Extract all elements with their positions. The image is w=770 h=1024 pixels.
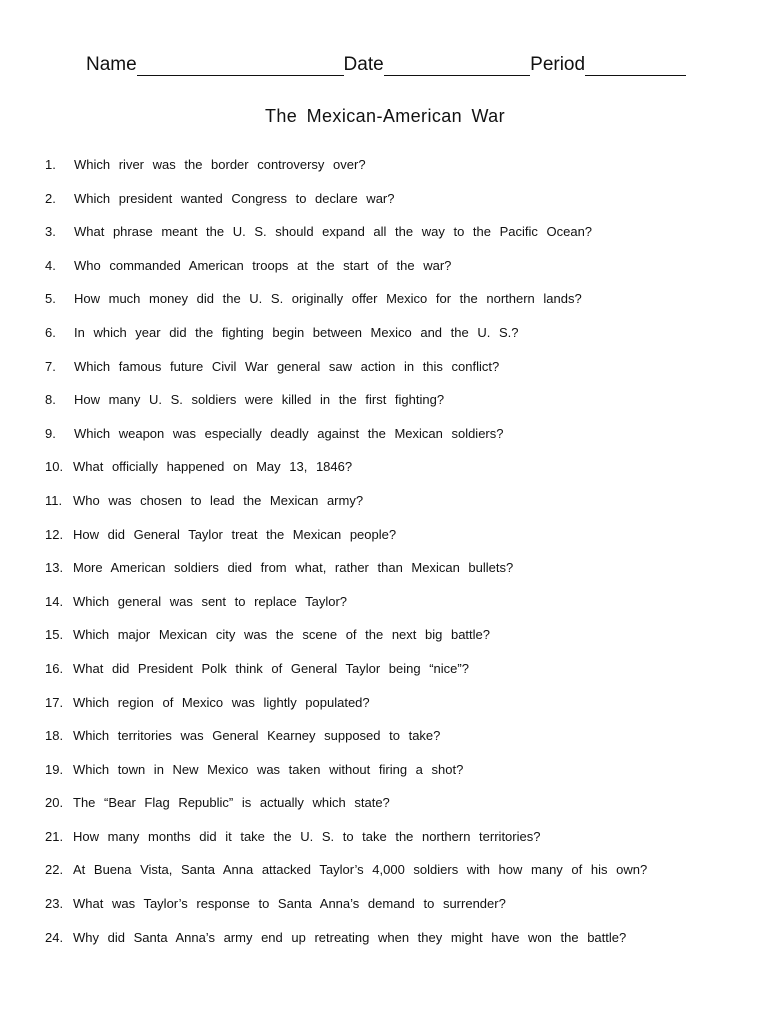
question-text: Which president wanted Congress to declare war? bbox=[74, 190, 395, 206]
question-number: 4. bbox=[45, 257, 56, 273]
question-item bbox=[45, 392, 745, 426]
question-number: 11. bbox=[45, 492, 63, 508]
question-text: How many months did it take the U. S. to take the northern territories? bbox=[73, 828, 541, 844]
question-number: 18. bbox=[45, 728, 64, 744]
question-text: Which town in New Mexico was taken without firing a shot? bbox=[73, 761, 464, 777]
question-text: In which year did the fighting begin between Mexico and the U. S.? bbox=[74, 324, 519, 340]
question-text: Which weapon was especially deadly against the Mexican soldiers? bbox=[74, 425, 504, 441]
question-text: More American soldiers died from what, rather than Mexican bullets? bbox=[73, 560, 514, 576]
question-number: 2. bbox=[45, 190, 56, 206]
question-text: Which territories was General Kearney supposed to take? bbox=[73, 728, 441, 744]
question-text: The “Bear Flag Republic” is actually which state? bbox=[73, 795, 390, 811]
question-text: How did General Taylor treat the Mexican people? bbox=[73, 526, 397, 542]
name-label: Name bbox=[86, 54, 137, 75]
question-text: What did President Polk think of General Taylor being “nice”? bbox=[73, 660, 469, 676]
question-item bbox=[45, 359, 745, 393]
question-number: 16. bbox=[45, 660, 64, 676]
question-item bbox=[45, 224, 745, 258]
question-item bbox=[45, 661, 745, 695]
question-text: How many U. S. soldiers were killed in the first fighting? bbox=[74, 392, 445, 408]
question-text: What phrase meant the U. S. should expand all the way to the Pacific Ocean? bbox=[74, 224, 593, 240]
question-text: Why did Santa Anna’s army end up retreating when they might have won the battle? bbox=[73, 929, 627, 945]
question-text: Who commanded American troops at the start of the war? bbox=[74, 257, 452, 273]
question-item bbox=[45, 291, 745, 325]
question-item bbox=[45, 560, 745, 594]
question-text: Which major Mexican city was the scene of the next big battle? bbox=[73, 627, 491, 643]
question-number: 23. bbox=[45, 896, 64, 912]
question-item bbox=[45, 627, 745, 661]
question-number: 20. bbox=[45, 795, 64, 811]
question-number: 10. bbox=[45, 459, 64, 475]
question-number: 13. bbox=[45, 560, 64, 576]
period-label: Period bbox=[530, 54, 586, 75]
question-number: 8. bbox=[45, 392, 56, 408]
question-number: 24. bbox=[45, 929, 64, 945]
question-number: 22. bbox=[45, 862, 64, 878]
worksheet-title: The Mexican-American War bbox=[265, 106, 505, 126]
question-text: What officially happened on May 13, 1846? bbox=[73, 459, 353, 475]
question-number: 5. bbox=[45, 291, 56, 307]
question-item bbox=[45, 829, 745, 863]
question-text: Which general was sent to replace Taylor? bbox=[73, 593, 347, 609]
question-text: How much money did the U. S. originally offer Mexico for the northern lands? bbox=[74, 291, 582, 307]
question-item bbox=[45, 728, 745, 762]
question-number: 14. bbox=[45, 593, 64, 609]
question-text: Which region of Mexico was lightly populated? bbox=[73, 694, 370, 710]
student-info-header bbox=[86, 54, 686, 76]
name-blank-line bbox=[137, 57, 344, 76]
question-item bbox=[45, 459, 745, 493]
question-list bbox=[45, 157, 745, 963]
question-number: 17. bbox=[45, 694, 64, 710]
question-number: 1. bbox=[45, 157, 56, 172]
question-text: At Buena Vista, Santa Anna attacked Taylor’s 4,000 soldiers with how many of his own? bbox=[73, 862, 648, 878]
question-item bbox=[45, 594, 745, 628]
date-blank-line bbox=[384, 57, 530, 76]
question-item bbox=[45, 762, 745, 796]
question-text: What was Taylor’s response to Santa Anna’s demand to surrender? bbox=[73, 896, 506, 912]
question-number: 21. bbox=[45, 828, 64, 844]
date-label: Date bbox=[343, 54, 384, 75]
question-item bbox=[45, 493, 745, 527]
question-item bbox=[45, 930, 745, 964]
question-text: Which famous future Civil War general saw action in this conflict? bbox=[74, 358, 500, 374]
question-item bbox=[45, 325, 745, 359]
question-number: 19. bbox=[45, 761, 64, 777]
question-item bbox=[45, 258, 745, 292]
question-item bbox=[45, 862, 745, 896]
question-number: 15. bbox=[45, 627, 64, 643]
question-number: 12. bbox=[45, 526, 64, 542]
question-number: 9. bbox=[45, 425, 56, 441]
question-text: Who was chosen to lead the Mexican army? bbox=[73, 492, 364, 508]
question-item bbox=[45, 695, 745, 729]
question-item bbox=[45, 191, 745, 225]
question-text: Which river was the border controversy over? bbox=[74, 157, 366, 172]
question-number: 3. bbox=[45, 224, 56, 240]
question-item bbox=[45, 527, 745, 561]
question-item bbox=[45, 157, 745, 191]
question-item bbox=[45, 426, 745, 460]
question-number: 6. bbox=[45, 324, 56, 340]
question-number: 7. bbox=[45, 358, 56, 374]
question-item bbox=[45, 795, 745, 829]
period-blank-line bbox=[585, 57, 686, 76]
question-item bbox=[45, 896, 745, 930]
